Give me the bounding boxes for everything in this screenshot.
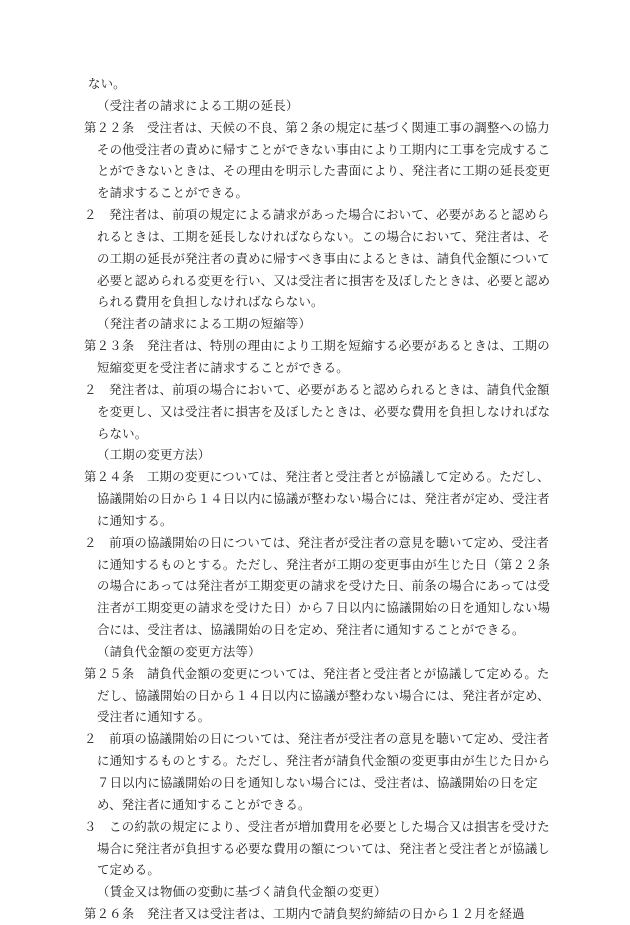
- continued-text: ない。: [88, 76, 126, 91]
- article-paragraph: 第２２条 受注者は、天候の不良、第２条の規定に基づく関連工事の調整への協力その他受注者の責めに帰すことができない事由により工期内に工事を完成することができないときは、その理由を明示した書面により、発注者に工期の延長変更を請求することができる。: [84, 119, 551, 201]
- numbered-clause: ２ 発注者は、前項の場合において、必要があると認められるときは、請負代金額を変更し、又は受注者に損害を及ぼしたときは、必要な費用を負担しなければならない。: [84, 381, 551, 441]
- article-paragraph: 第２３条 発注者は、特別の理由により工期を短縮する必要があるときは、工期の短縮変更を受注者に請求することができる。: [84, 338, 550, 375]
- numbered-clause: ２ 前項の協議開始の日については、発注者が受注者の意見を聴いて定め、受注者に通知するものとする。ただし、発注者が工期の変更事由が生じた日（第２２条の場合にあっては発注者が工期変更の請求を受けた日、前条の場合にあっては受注者が工期変更の請求を受けた日）から７日以内に協議開始の日を通知しない場合には、受注者は、協議開始の日を定め、発注者に通知することができる。: [84, 534, 551, 638]
- numbered-clause: ３ この約款の規定により、受注者が増加費用を必要とした場合又は損害を受けた場合に発注者が負担する必要な費用の額については、発注者と受注者とが協議して定める。: [84, 818, 551, 878]
- section-heading: （発注者の請求による工期の短縮等）: [97, 316, 312, 332]
- section-heading: （受注者の請求による工期の延長）: [97, 97, 299, 113]
- section-heading: （請負代金額の変更方法等）: [97, 643, 261, 659]
- numbered-clause: ２ 前項の協議開始の日については、発注者が受注者の意見を聴いて定め、受注者に通知するものとする。ただし、発注者が請負代金額の変更事由が生じた日から７日以内に協議開始の日を通知しない場合には、受注者は、協議開始の日を定め、発注者に通知することができる。: [84, 731, 551, 812]
- article-paragraph: 第２６条 発注者又は受注者は、工期内で請負契約締結の日から１２月を経過: [84, 906, 525, 922]
- numbered-clause: ２ 発注者は、前項の規定による請求があった場合において、必要があると認められるときは、工期を延長しなければならない。この場合において、発注者は、その工期の延長が発注者の責めに帰すべき事由によるときは、請負代金額について必要と認められる変更を行い、又は受注者に損害を及ぼしたときは、必要と認められる費用を負担しなければならない。: [84, 207, 551, 310]
- section-heading: （工期の変更方法）: [97, 447, 211, 463]
- article-paragraph: 第２４条 工期の変更については、発注者と受注者とが協議して定める。ただし、協議開始の日から１４日以内に協議が整わない場合には、発注者が定め、受注者に通知する。: [84, 469, 550, 528]
- document-body: [84, 73, 552, 925]
- article-paragraph: 第２５条 請負代金額の変更については、発注者と受注者とが協議して定める。ただし、協議開始の日から１４日以内に協議が整わない場合には、発注者が定め、受注者に通知する。: [84, 665, 550, 725]
- section-heading: （賃金又は物価の変動に基づく請負代金額の変更）: [97, 884, 387, 900]
